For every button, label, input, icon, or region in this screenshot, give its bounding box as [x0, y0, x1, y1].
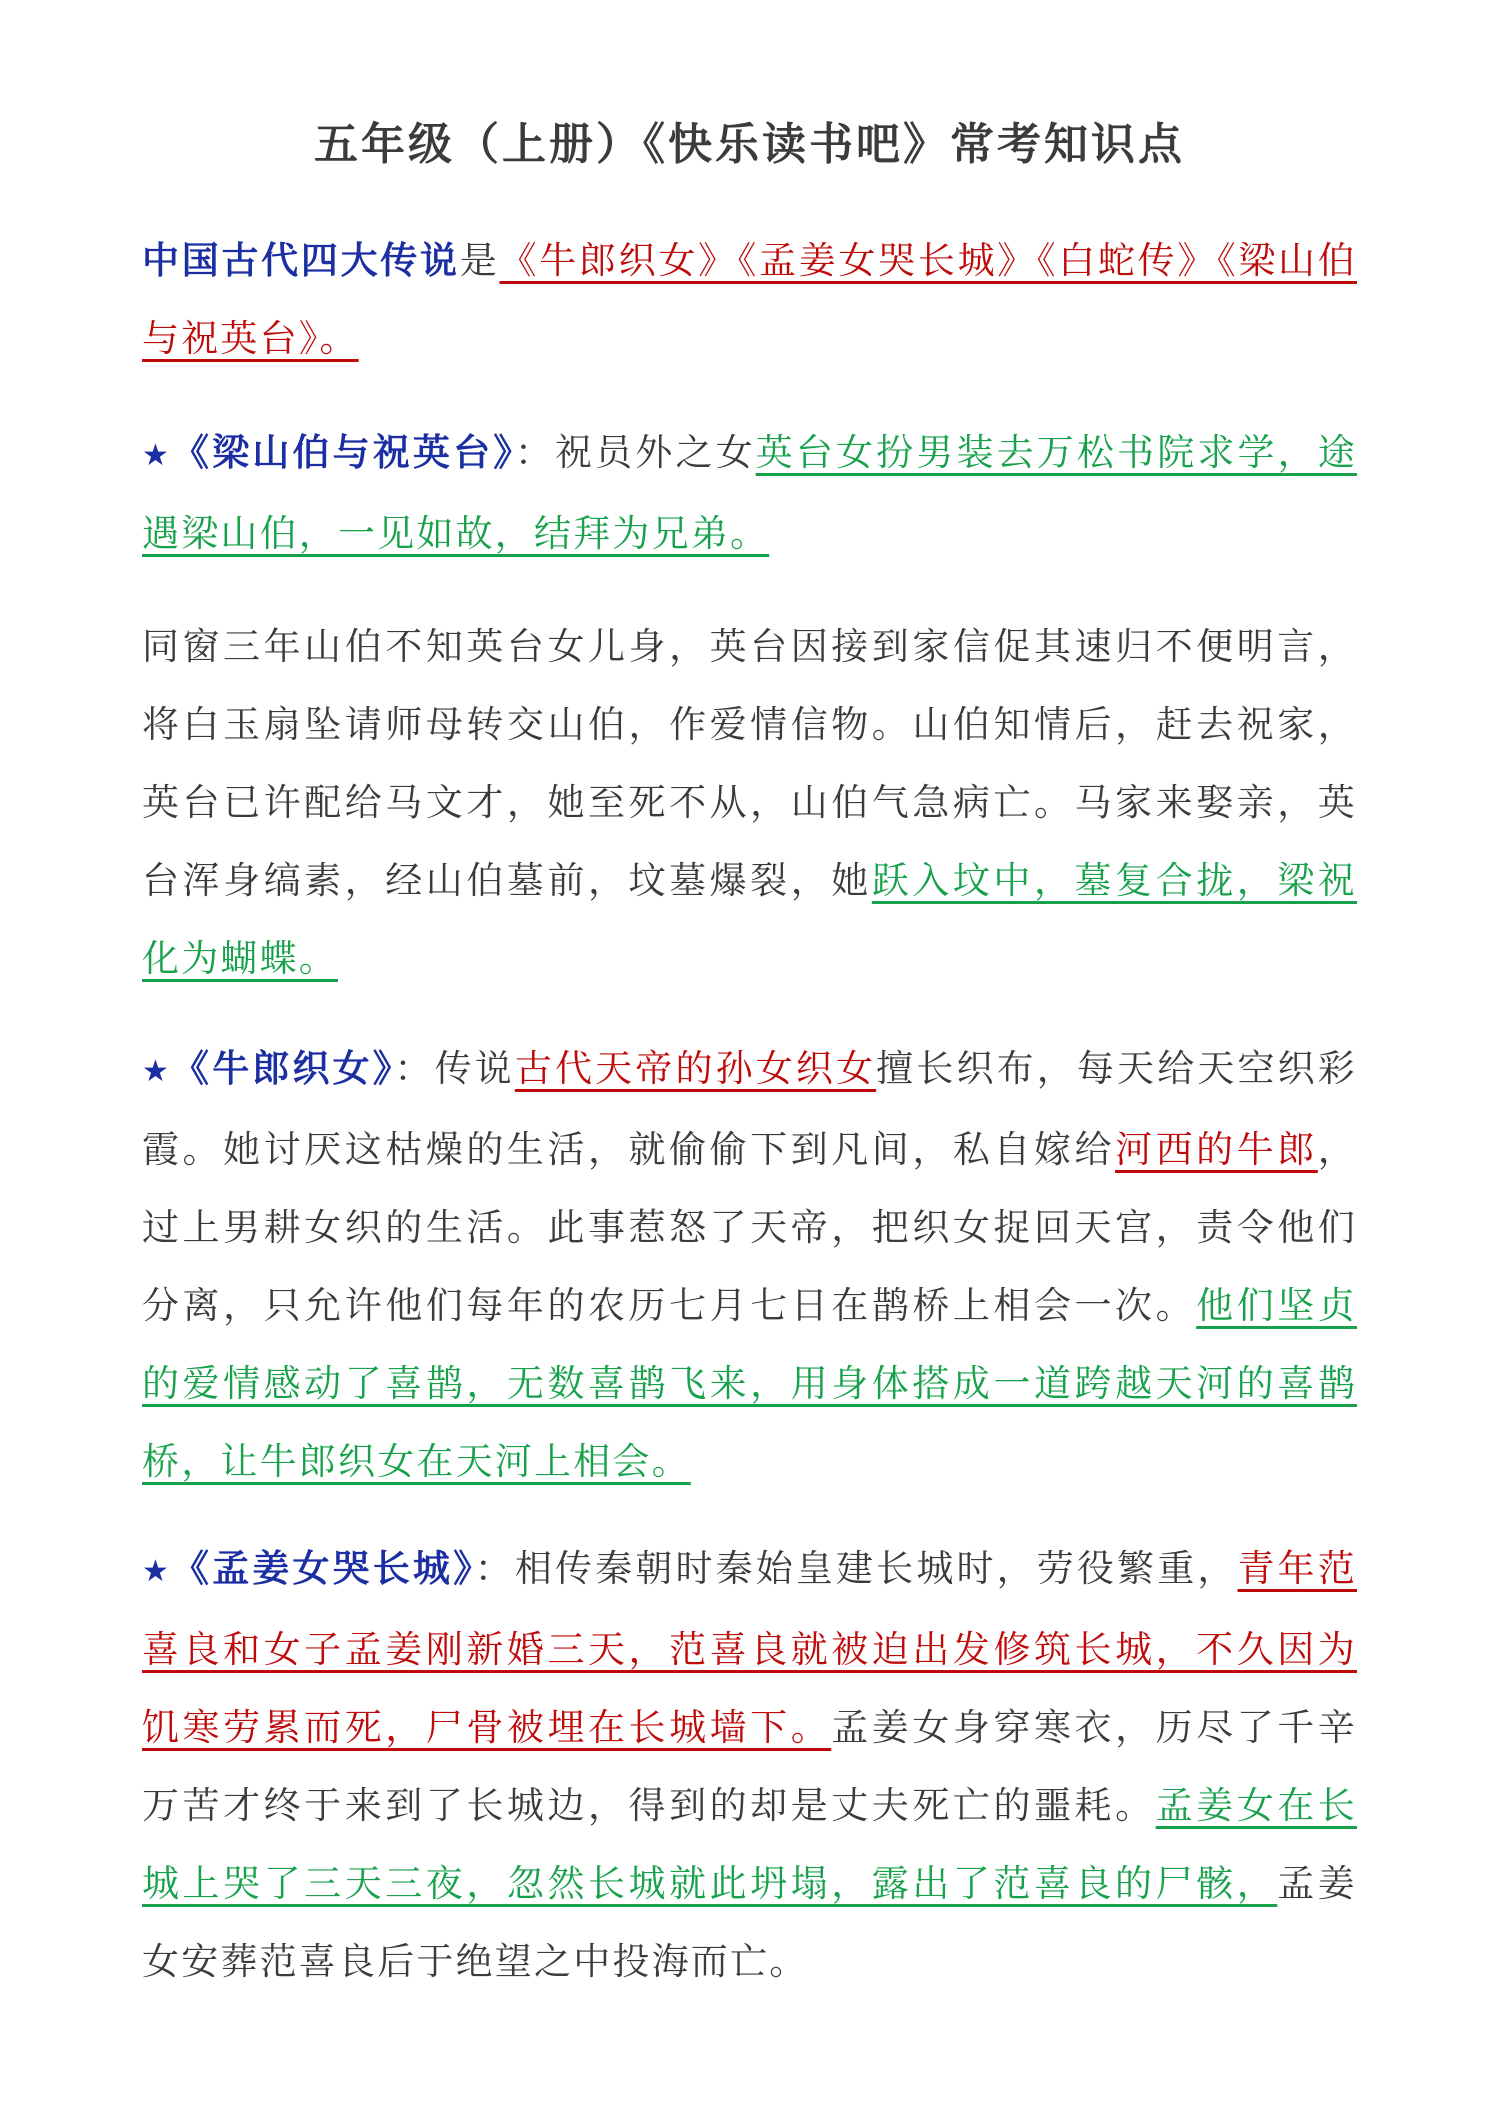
text-segment: 同窗三年山伯不知英台女儿身，英台因接到家信促其速归不便明言，将白玉扇坠请师母转交山伯，作爱情信物。山伯知情后，赶去祝家，英台已许配给马文才，她至死不从，山伯气急病亡。马家来娶亲，英台浑身缟素，经山伯墓前，坟墓爆裂，她 — [142, 625, 1357, 902]
page-title: 五年级（上册）《快乐读书吧》常考知识点 — [314, 119, 1185, 170]
section-liangzhu — [142, 414, 1357, 573]
intro-heading: 中国古代四大传说 — [142, 239, 460, 282]
key-segment: 河西的牛郎 — [1115, 1128, 1318, 1171]
four-legends-list: 《牛郎织女》《孟姜女哭长城》《白蛇传》《梁山伯与祝英台》。 — [142, 239, 1357, 360]
book-title: 《牛郎织女》 — [172, 1047, 395, 1090]
text-segment: 孟姜女安葬范喜良后于绝望之中投海而亡。 — [142, 1862, 1357, 1983]
section-niulang — [142, 1030, 1357, 1501]
book-title: 《孟姜女哭长城》 — [172, 1547, 475, 1590]
text-segment: ：祝员外之女 — [514, 431, 756, 474]
book-title: 《梁山伯与祝英台》 — [172, 431, 515, 474]
highlight-segment: 跃入坟中，墓复合拢，梁祝化为蝴蝶。 — [142, 859, 1357, 980]
highlight-segment: 孟姜女在长城上哭了三天三夜，忽然长城就此坍塌，露出了范喜良的尸骸， — [142, 1784, 1358, 1905]
intro-paragraph — [142, 222, 1357, 378]
section-liangzhu-story — [142, 608, 1357, 998]
section-mengjiang — [142, 1530, 1357, 2001]
star-icon: ★ — [142, 438, 173, 473]
key-segment: 青年范喜良和女子孟姜刚新婚三天，范喜良就被迫出发修筑长城，不久因为饥寒劳累而死，尸骨被埋在长城墙下。 — [142, 1547, 1357, 1749]
text-segment: ：相传秦朝时秦始皇建长城时，劳役繁重， — [474, 1547, 1238, 1590]
intro-connector: 是 — [459, 239, 500, 282]
star-icon: ★ — [142, 1054, 173, 1089]
star-icon: ★ — [142, 1554, 173, 1589]
key-segment: 古代天帝的孙女织女 — [514, 1047, 877, 1090]
text-segment: ：传说 — [394, 1047, 515, 1090]
text-segment: ，过上男耕女织的生活。此事惹怒了天帝，把织女捉回天宫，责令他们分离，只允许他们每年的农历七月七日在鹊桥上相会一次。 — [142, 1128, 1357, 1327]
highlight-segment: 他们坚贞的爱情感动了喜鹊，无数喜鹊飞来，用身体搭成一道跨越天河的喜鹊桥，让牛郎织女在天河上相会。 — [142, 1284, 1357, 1483]
text-segment: 孟姜女身穿寒衣，历尽了千辛万苦才终于来到了长城边，得到的却是丈夫死亡的噩耗。 — [142, 1706, 1357, 1827]
text-segment: 擅长织布，每天给天空织彩霞。她讨厌这枯燥的生活，就偷偷下到凡间，私自嫁给 — [142, 1047, 1357, 1171]
highlight-segment: 英台女扮男装去万松书院求学，途遇梁山伯，一见如故，结拜为兄弟。 — [142, 431, 1357, 555]
